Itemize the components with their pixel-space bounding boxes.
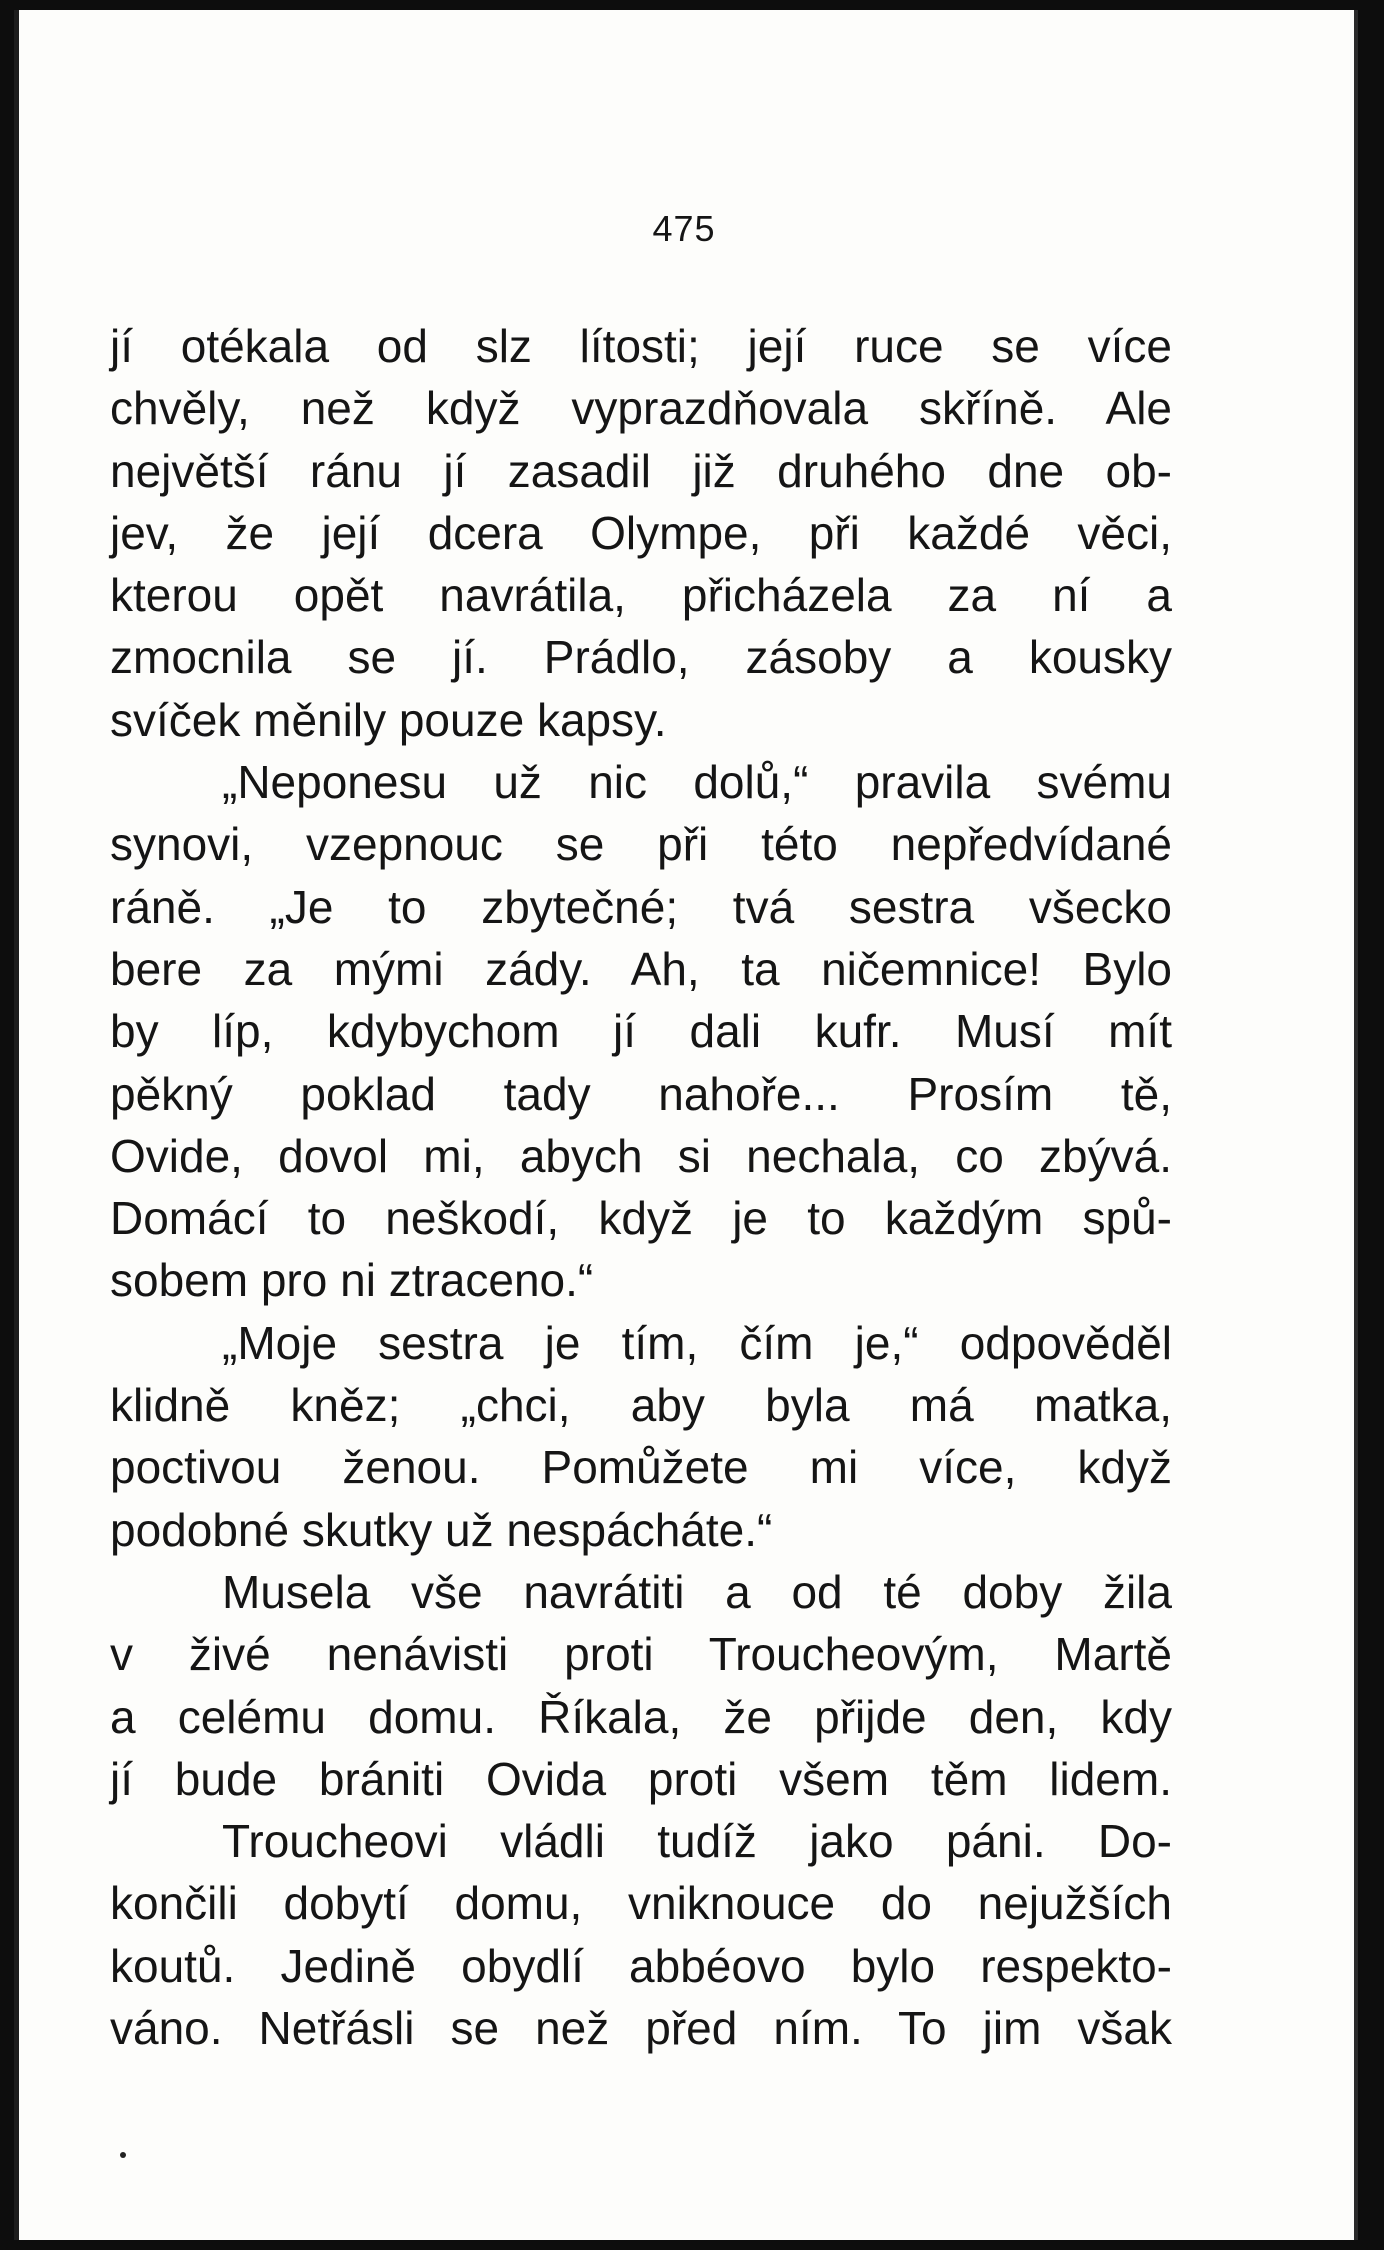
text-line: pěkný poklad tady nahoře... Prosím tě, [110, 1067, 1172, 1120]
text-line: v živé nenávisti proti Troucheovým, Martě [110, 1628, 1172, 1681]
text-line: největší ránu jí zasadil již druhého dne ob- [110, 444, 1172, 497]
text-line: chvěly, než když vyprazdňovala skříně. Ale [110, 382, 1172, 435]
text-line: Domácí to neškodí, když je to každým spů- [110, 1192, 1172, 1245]
print-speck [120, 2152, 126, 2158]
text-line: koutů. Jedině obydlí abbéovo bylo respekto- [110, 1939, 1172, 1992]
body-text [110, 315, 1172, 2059]
text-line: váno. Netřásli se než před ním. To jim však [110, 2002, 1172, 2055]
text-line: „Moje sestra je tím, čím je,“ odpověděl [222, 1316, 1172, 1369]
text-line: synovi, vzepnouc se při této nepředvídané [110, 818, 1172, 871]
text-line: Troucheovi vládli tudíž jako páni. Do- [222, 1815, 1172, 1868]
text-line: končili dobytí domu, vniknouce do nejužších [110, 1877, 1172, 1930]
text-line: kterou opět navrátila, přicházela za ní a [110, 569, 1172, 622]
text-line: Musela vše navrátiti a od té doby žila [222, 1565, 1172, 1618]
text-line: „Neponesu už nic dolů,“ pravila svému [222, 756, 1172, 809]
text-line: sobem pro ni ztraceno.“ [110, 1254, 594, 1307]
text-line: ráně. „Je to zbytečné; tvá sestra všecko [110, 880, 1172, 933]
page-number: 475 [652, 208, 716, 249]
text-line: jev, že její dcera Olympe, při každé věci, [110, 506, 1172, 559]
text-line: bere za mými zády. Ah, ta ničemnice! Bylo [110, 942, 1172, 995]
text-line: podobné skutky už nespácháte.“ [110, 1503, 773, 1556]
text-line: a celému domu. Říkala, že přijde den, kdy [110, 1690, 1172, 1743]
text-line: by líp, kdybychom jí dali kufr. Musí mít [110, 1005, 1172, 1058]
text-line: jí otékala od slz lítosti; její ruce se více [110, 320, 1172, 372]
text-line: poctivou ženou. Pomůžete mi více, když [110, 1441, 1172, 1494]
text-line: zmocnila se jí. Prádlo, zásoby a kousky [110, 631, 1172, 684]
text-line: jí bude brániti Ovida proti všem těm lidem. [110, 1752, 1172, 1805]
text-line: Ovide, dovol mi, abych si nechala, co zbývá. [110, 1129, 1172, 1182]
book-page [14, 10, 1358, 2240]
text-line: klidně kněz; „chci, aby byla má matka, [110, 1379, 1172, 1432]
text-line: svíček měnily pouze kapsy. [110, 693, 667, 746]
page-left-edge [14, 10, 19, 2240]
